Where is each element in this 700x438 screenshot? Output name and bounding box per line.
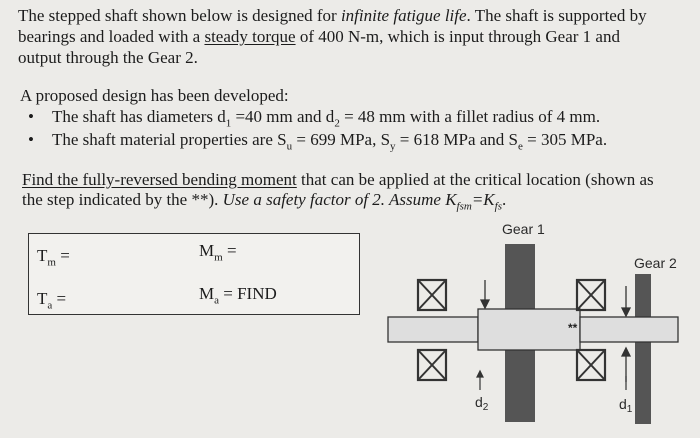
- ma-label: $M_a$ = FIND: [199, 284, 277, 307]
- ta-label: $T_a$ =: [37, 289, 67, 312]
- shaft-diagram: [378, 216, 700, 438]
- bullet-icon: •: [28, 130, 34, 149]
- material-bullet: The shaft material properties are $S_u = 699$ MPa, $S_y = 618$ MPa and $S_e = 305$ MPa.: [52, 130, 608, 153]
- task-line-2: the step indicated by the **). Use a safety factor of 2. Assume $K_{fsm}=K_{fs}$.: [22, 190, 507, 213]
- tm-label: $T_m$ =: [37, 246, 70, 269]
- diameters-bullet: The shaft has diameters $d_1 =40$ mm and $d_2 = 48$ mm with a fillet radius of 4 mm.: [52, 107, 601, 130]
- intro-line-2: bearings and loaded with a steady torque of 400 N-m, which is input through Gear 1 and: [18, 27, 620, 46]
- shaft-left-section: [388, 317, 478, 342]
- task-line-1: Find the fully-reversed bending moment that can be applied at the critical location (shown as: [22, 170, 654, 189]
- bearing-left-top: [418, 280, 446, 310]
- answer-table: [28, 233, 360, 315]
- gear1-label: Gear 1: [502, 221, 545, 237]
- intro-line-3: output through the Gear 2.: [18, 48, 198, 67]
- mm-label: $M_m$ =: [199, 241, 237, 264]
- shaft-d2-section: [478, 309, 580, 350]
- bearing-right-bottom: [577, 350, 605, 380]
- critical-location-mark: **: [568, 321, 578, 335]
- bearing-left-bottom: [418, 350, 446, 380]
- design-heading: A proposed design has been developed:: [20, 86, 289, 105]
- d2-label: $d_2$: [475, 394, 489, 413]
- gear2-label: Gear 2: [634, 255, 677, 271]
- bullet-icon: •: [28, 107, 34, 126]
- shaft-d1-section: [580, 317, 678, 342]
- d1-label: $d_1$: [619, 396, 633, 415]
- gear2: [635, 274, 651, 424]
- intro-line-1: The stepped shaft shown below is designed for infinite fatigue life. The shaft is supported by: [18, 6, 647, 25]
- bearing-right-top: [577, 280, 605, 310]
